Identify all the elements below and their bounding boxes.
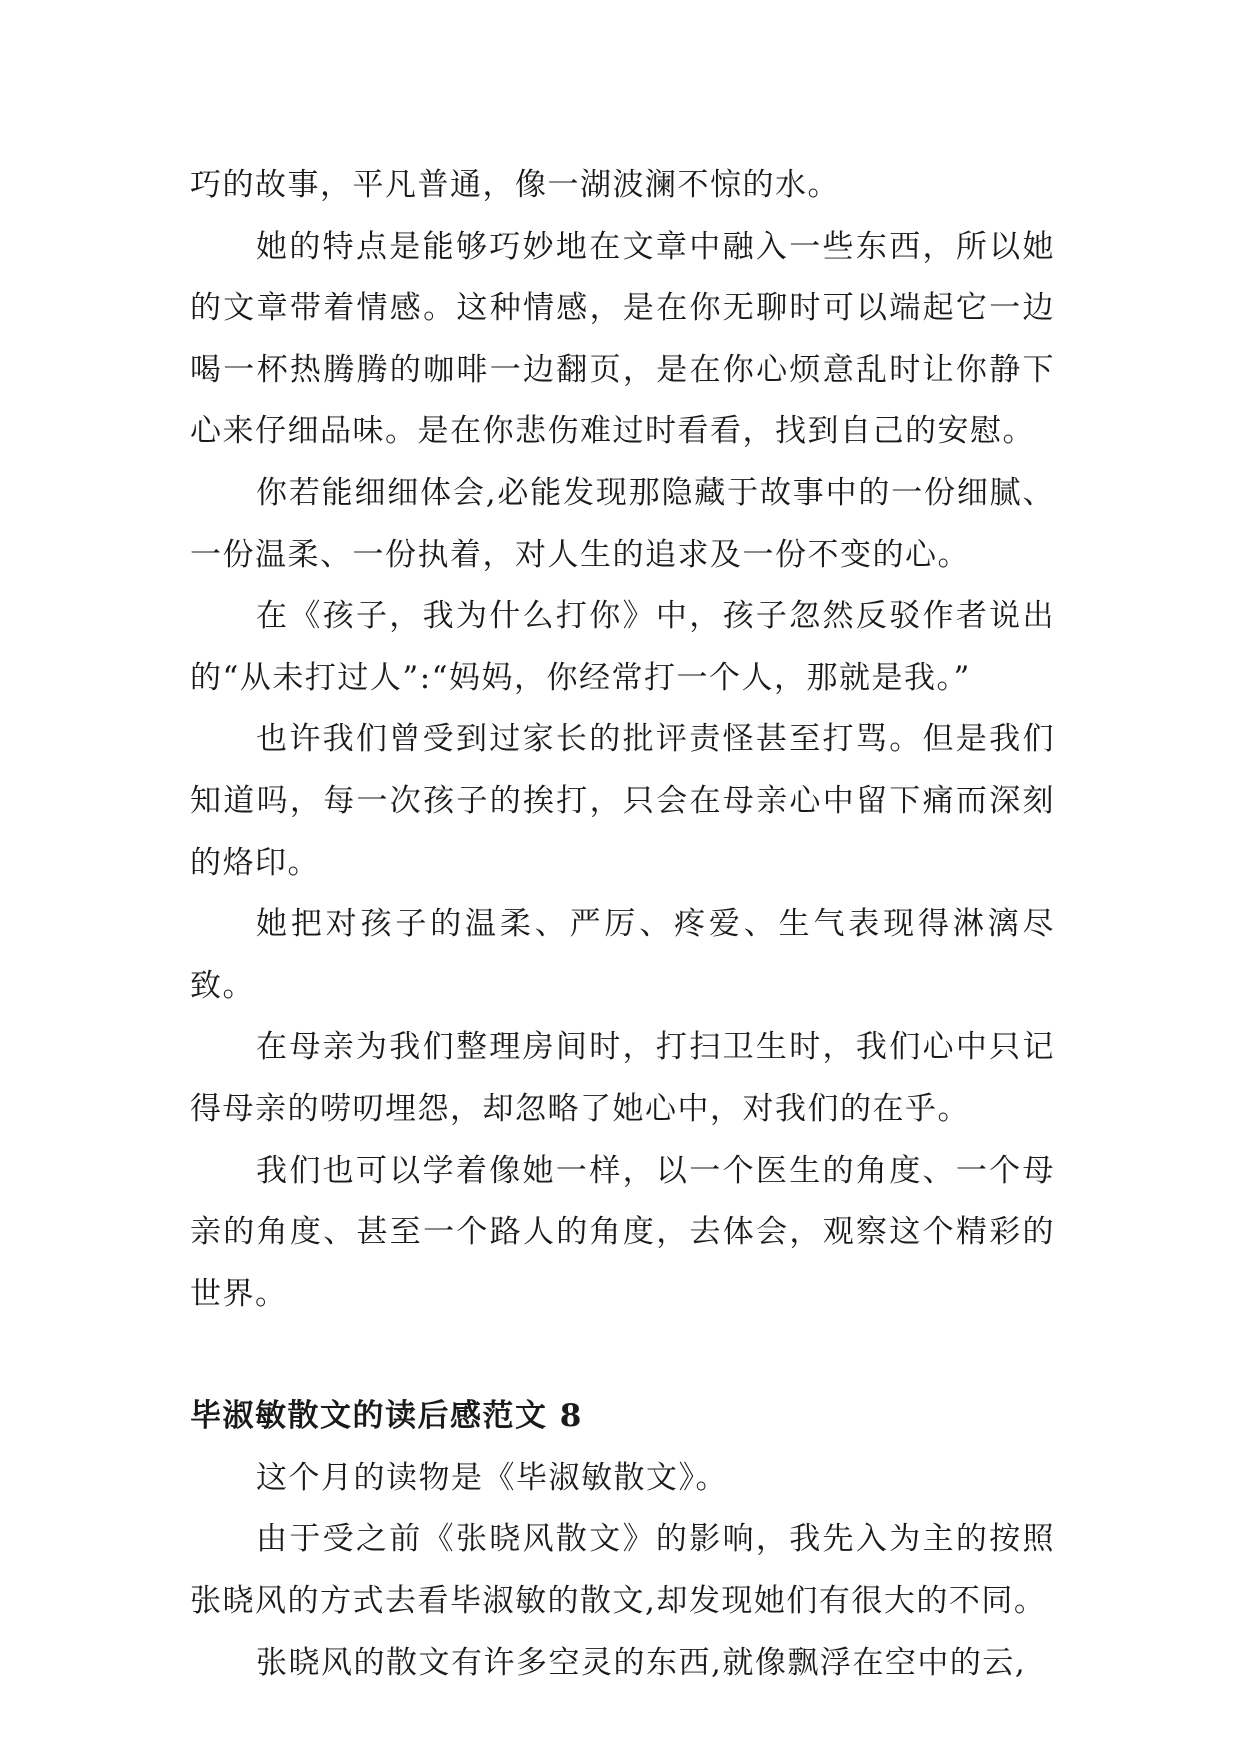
paragraph: 她的特点是能够巧妙地在文章中融入一些东西，所以她的文章带着情感。这种情感，是在你无聊时可以端起它一边喝一杯热腾腾的咖啡一边翻页，是在你心烦意乱时让你静下心来仔细品味。是在你悲伤难过时看看，找到自己的安慰。: [190, 228, 1055, 450]
paragraph: 由于受之前《张晓风散文》的影响，我先入为主的按照张晓风的方式去看毕淑敏的散文,却发现她们有很大的不同。: [190, 1521, 1055, 1620]
paragraph: 巧的故事，平凡普通，像一湖波澜不惊的水。: [190, 167, 840, 203]
paragraph: 我们也可以学着像她一样，以一个医生的角度、一个母亲的角度、甚至一个路人的角度，去体会，观察这个精彩的世界。: [190, 1152, 1055, 1312]
paragraph: 在母亲为我们整理房间时，打扫卫生时，我们心中只记得母亲的唠叨埋怨，却忽略了她心中，对我们的在乎。: [190, 1029, 1055, 1127]
section-heading: 毕淑敏散文的读后感范文 8: [190, 1398, 583, 1435]
paragraph: 张晓风的散文有许多空灵的东西,就像飘浮在空中的云,: [256, 1644, 1027, 1681]
paragraph: 你若能细细体会,必能发现那隐藏于故事中的一份细腻、一份温柔、一份执着，对人生的追求及一份不变的心。: [190, 474, 1055, 573]
document-body: [190, 155, 1055, 1694]
paragraph: 她把对孩子的温柔、严厉、疼爱、生气表现得淋漓尽致。: [190, 906, 1055, 1004]
paragraph: 在《孩子，我为什么打你》中，孩子忽然反驳作者说出的“从未打过人”:“妈妈，你经常打一个人，那就是我。”: [190, 598, 1055, 696]
section-gap: [190, 1325, 1055, 1386]
paragraph: 这个月的读物是《毕淑敏散文》。: [256, 1459, 728, 1496]
paragraph: 也许我们曾受到过家长的批评责怪甚至打骂。但是我们知道吗，每一次孩子的挨打，只会在母亲心中留下痛而深刻的烙印。: [190, 721, 1055, 881]
